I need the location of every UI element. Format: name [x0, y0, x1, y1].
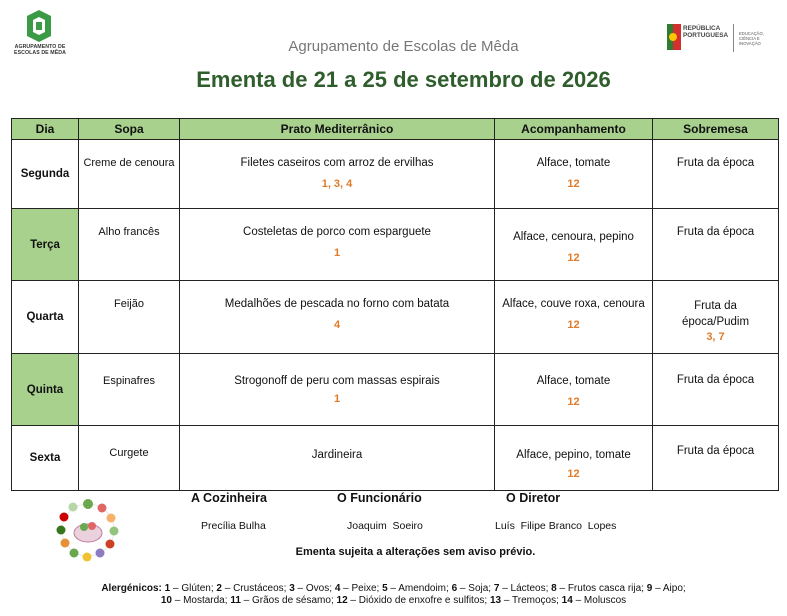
- soup-cell: [79, 209, 180, 281]
- allergen-name: Peixe: [351, 583, 377, 594]
- side-text: Alface, couve roxa, cenoura: [502, 298, 645, 310]
- allergen-item: 8 – Frutos casca rija;: [551, 583, 644, 594]
- allergen-number: 7: [493, 583, 500, 594]
- allergen-item: 5 – Amendoim;: [382, 583, 449, 594]
- allergen-item: 4 – Peixe;: [334, 583, 380, 594]
- dessert-cell: [653, 354, 779, 426]
- soup-text: Alho francês: [98, 226, 160, 238]
- allergen-item: 7 – Lácteos;: [493, 583, 549, 594]
- column-header-side: Acompanhamento: [495, 119, 653, 140]
- main-allergens: 1, 3, 4: [321, 178, 353, 190]
- allergen-item: 9 – Aipo;: [646, 583, 686, 594]
- allergen-number: 3: [289, 583, 295, 594]
- dessert-text: Fruta da época: [676, 445, 755, 457]
- school-name: Agrupamento de Escolas de Mêda: [288, 38, 519, 55]
- main-text: Jardineira: [311, 449, 363, 461]
- allergen-number: 12: [336, 595, 348, 606]
- allergen-number: 13: [489, 595, 502, 606]
- allergen-name: Soja: [468, 583, 489, 594]
- dessert-cell: [653, 426, 779, 491]
- table-row: [12, 354, 779, 426]
- side-allergens: 12: [567, 252, 580, 264]
- allergen-number: 14: [561, 595, 573, 606]
- side-text: Alface, pepino, tomate: [516, 449, 631, 461]
- dessert-cell: [653, 281, 779, 354]
- allergen-name: Amendoim: [398, 583, 447, 594]
- side-allergens: 12: [567, 319, 580, 331]
- allergen-number: 8: [551, 583, 557, 594]
- table-header-row: [12, 119, 779, 140]
- column-header-day: Dia: [12, 119, 79, 140]
- soup-cell: [79, 140, 180, 209]
- main-cell: [180, 426, 495, 491]
- allergen-number: 4: [334, 583, 341, 594]
- soup-text: Creme de cenoura: [83, 157, 175, 169]
- main-cell: [180, 281, 495, 354]
- allergen-number: 2: [216, 583, 222, 594]
- dessert-text: Fruta da época: [676, 226, 755, 238]
- table-row: [12, 281, 779, 354]
- school-logo-text: AGRUPAMENTO DE ESCOLAS DE MÊDA: [14, 44, 66, 56]
- dessert-text: Fruta da época/Pudim: [681, 300, 750, 328]
- dessert-cell: [653, 209, 779, 281]
- allergen-item: 13 – Tremoços;: [489, 595, 559, 606]
- allergen-item: 2 – Crustáceos;: [216, 583, 287, 594]
- allergen-number: 6: [451, 583, 458, 594]
- main-text: Medalhões de pescada no forno com batata: [224, 298, 450, 310]
- dessert-text: Fruta da época: [676, 374, 755, 386]
- signature-name-employee: Joaquim Soeiro: [347, 520, 423, 532]
- side-allergens: 12: [567, 396, 580, 408]
- column-header-soup: Sopa: [79, 119, 180, 140]
- allergen-name: Dióxido de enxofre e sulfitos: [358, 595, 485, 606]
- gov-logo-subtext: EDUCAÇÃO, CIÊNCIA E INOVAÇÃO: [739, 31, 764, 46]
- day-cell: Terça: [12, 209, 79, 281]
- side-cell: [495, 281, 653, 354]
- day-cell: Quarta: [12, 281, 79, 354]
- side-text: Alface, tomate: [536, 375, 611, 387]
- table-row: [12, 426, 779, 491]
- soup-text: Feijão: [114, 298, 144, 310]
- main-cell: [180, 140, 495, 209]
- allergen-item: 1 – Glúten;: [164, 583, 214, 594]
- allergen-item: 10 – Mostarda;: [160, 595, 228, 606]
- main-text: Filetes caseiros com arroz de ervilhas: [240, 157, 434, 169]
- soup-cell: [79, 281, 180, 354]
- notice-text: Ementa sujeita a alterações sem aviso prévio.: [295, 546, 536, 558]
- side-cell: [495, 426, 653, 491]
- soup-cell: [79, 426, 180, 491]
- soup-text: Curgete: [109, 447, 149, 459]
- allergen-number: 5: [382, 583, 388, 594]
- allergen-name: Grãos de sésamo: [252, 595, 331, 606]
- allergen-name: Lácteos: [510, 583, 546, 594]
- main-text: Costeletas de porco com esparguete: [243, 226, 431, 238]
- main-cell: [180, 209, 495, 281]
- column-header-main: Prato Mediterrânico: [180, 119, 495, 140]
- allergen-number: 9: [646, 583, 653, 594]
- main-cell: [180, 354, 495, 426]
- allergen-name: Tremoços: [512, 595, 557, 606]
- allergen-name: Frutos casca rija: [567, 583, 642, 594]
- allergen-item: 11 – Grãos de sésamo;: [230, 595, 334, 606]
- main-allergens: 4: [333, 319, 341, 331]
- side-cell: [495, 209, 653, 281]
- signature-role-director: O Diretor: [506, 491, 561, 505]
- main-text: Strogonoff de peru com massas espirais: [234, 375, 440, 387]
- allergen-number: 11: [230, 595, 241, 606]
- allergen-number: 10: [160, 595, 172, 606]
- table-row: [12, 209, 779, 281]
- signature-name-cook: Precília Bulha: [201, 520, 266, 532]
- menu-table: [11, 118, 779, 491]
- table-row: [12, 140, 779, 209]
- signature-role-cook: A Cozinheira: [191, 491, 267, 505]
- allergen-legend: [0, 583, 787, 607]
- allergen-item: 3 – Ovos;: [289, 583, 333, 594]
- soup-text: Espinafres: [103, 375, 155, 387]
- allergen-name: Glúten: [181, 583, 211, 594]
- dessert-allergens: 3, 7: [706, 331, 725, 343]
- allergen-item: 6 – Soja;: [451, 583, 492, 594]
- gov-logo-text: REPÚBLICA PORTUGUESA: [683, 25, 729, 39]
- allergen-name: Mostarda: [183, 595, 225, 606]
- allergen-name: Crustáceos: [233, 583, 284, 594]
- allergen-item: 14 – Moluscos: [561, 595, 627, 606]
- allergen-legend-label: Alergénicos:: [101, 583, 162, 594]
- day-cell: Quinta: [12, 354, 79, 426]
- allergen-name: Aipo: [662, 583, 683, 594]
- main-allergens: 1: [333, 393, 341, 405]
- side-cell: [495, 354, 653, 426]
- column-header-dessert: Sobremesa: [653, 119, 779, 140]
- side-cell: [495, 140, 653, 209]
- allergen-number: 1: [164, 583, 171, 594]
- main-allergens: 1: [333, 247, 341, 259]
- page-title: Ementa de 21 a 25 de setembro de 2026: [196, 67, 611, 92]
- soup-cell: [79, 354, 180, 426]
- day-cell: Segunda: [12, 140, 79, 209]
- signature-name-director: Luís Filipe Branco Lopes: [495, 520, 617, 532]
- side-text: Alface, cenoura, pepino: [513, 231, 634, 243]
- dessert-cell: [653, 140, 779, 209]
- signature-role-employee: O Funcionário: [337, 491, 422, 505]
- allergen-legend-list: [161, 583, 686, 606]
- side-text: Alface, tomate: [536, 157, 611, 169]
- allergen-item: 12 – Dióxido de enxofre e sulfitos;: [336, 595, 488, 606]
- side-allergens: 12: [567, 468, 580, 480]
- day-cell: Sexta: [12, 426, 79, 491]
- dessert-text: Fruta da época: [676, 157, 755, 169]
- allergen-name: Ovos: [305, 583, 330, 594]
- allergen-name: Moluscos: [583, 595, 627, 606]
- side-allergens: 12: [567, 178, 580, 190]
